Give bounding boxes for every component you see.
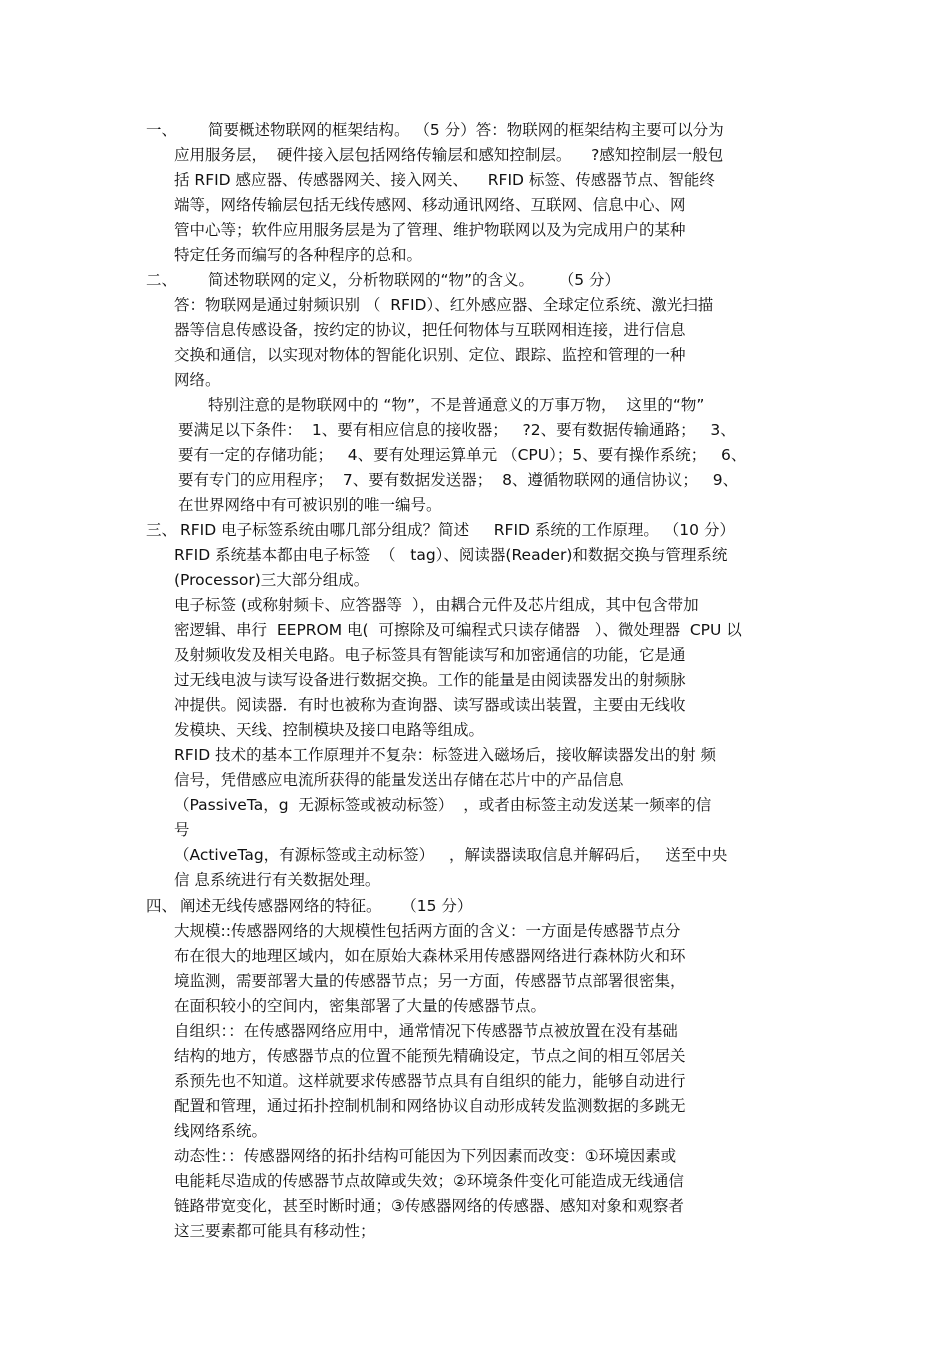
q2-line: 特别注意的是物联网中的 “物”，不是普通意义的万事万物， 这里的“物” [208,396,705,414]
q4-number: 四、 [146,897,178,915]
q4-line: 阐述无线传感器网络的特征。 （15 分） [180,897,473,915]
q2-line: 网络。 [174,371,221,389]
q3-line: 信 息系统进行有关数据处理。 [174,871,381,889]
q4-line: 大规模::传感器网络的大规模性包括两方面的含义：一方面是传感器节点分 [174,922,681,940]
q1-line: 管中心等；软件应用服务层是为了管理、维护物联网以及为完成用户的某种 [174,221,686,239]
q4-line: 动态性：：传感器网络的拓扑结构可能因为下列因素而改变：①环境因素或 [174,1147,677,1165]
q3-line: 过无线电波与读写设备进行数据交换。工作的能量是由阅读器发出的射频脉 [174,671,686,689]
q3-line: 电子标签 (或称射频卡、应答器等 ），由耦合元件及芯片组成，其中包含带加 [174,596,699,614]
q2-line: 交换和通信，以实现对物体的智能化识别、定位、跟踪、监控和管理的一种 [174,346,686,364]
q1-line: 特定任务而编写的各种程序的总和。 [174,246,423,264]
q2-line: 简述物联网的定义，分析物联网的“物”的含义。 （5 分） [208,271,620,289]
q3-line: 信号，凭借感应电流所获得的能量发送出存储在芯片中的产品信息 [174,771,624,789]
q2-line: 要有一定的存储功能； 4、要有处理运算单元 （CPU）；5、要有操作系统； 6、 [178,446,747,464]
q2-line: 器等信息传感设备，按约定的协议，把任何物体与互联网相连接，进行信息 [174,321,686,339]
q3-line: 及射频收发及相关电路。电子标签具有智能读写和加密通信的功能，它是通 [174,646,686,664]
q4-line: 电能耗尽造成的传感器节点故障或失效；②环境条件变化可能造成无线通信 [174,1172,684,1190]
q3-line: RFID 系统基本都由电子标签 （ tag）、阅读器(Reader)和数据交换与管理系统 [174,546,728,564]
q4-line: 配置和管理，通过拓扑控制机制和网络协议自动形成转发监测数据的多跳无 [174,1097,686,1115]
q4-line: 这三要素都可能具有移动性； [174,1222,376,1240]
q2-line: 在世界网络中有可被识别的唯一编号。 [178,496,442,514]
q4-line: 布在很大的地理区域内，如在原始大森林采用传感器网络进行森林防火和环 [174,947,686,965]
q1-number: 一、 [146,121,178,139]
q3-line: 号 [174,821,190,839]
q4-line: 境监测，需要部署大量的传感器节点；另一方面，传感器节点部署很密集， [174,972,686,990]
q4-line: 系预先也不知道。这样就要求传感器节点具有自组织的能力，能够自动进行 [174,1072,686,1090]
q3-line: RFID 技术的基本工作原理并不复杂：标签进入磁场后，接收解读器发出的射 频 [174,746,717,764]
q1-line: 端等，网络传输层包括无线传感网、移动通讯网络、互联网、信息中心、网 [174,196,686,214]
q1-line: 简要概述物联网的框架结构。 （5 分）答：物联网的框架结构主要可以分为 [208,121,724,139]
q4-line: 在面积较小的空间内，密集部署了大量的传感器节点。 [174,997,547,1015]
q4-line: 结构的地方，传感器节点的位置不能预先精确设定，节点之间的相互邻居关 [174,1047,686,1065]
q1-line: 括 RFID 感应器、传感器网关、接入网关、 RFID 标签、传感器节点、智能终 [174,171,715,189]
q1-line: 应用服务层， 硬件接入层包括网络传输层和感知控制层。 ?感知控制层一般包 [174,146,724,164]
q2-line: 要有专门的应用程序； 7、要有数据发送器； 8、遵循物联网的通信协议； 9、 [178,471,739,489]
q3-number: 三、 [146,521,178,539]
q4-line: 自组织：：在传感器网络应用中，通常情况下传感器节点被放置在没有基础 [174,1022,678,1040]
q4-line: 线网络系统。 [174,1122,268,1140]
q3-line: （ActiveTag，有源标签或主动标签） ，解读器读取信息并解码后， 送至中央 [174,846,728,864]
q3-line: 密逻辑、串行 EEPROM 电( 可擦除及可编程式只读存储器 ）、微处理器 CPU 以 [174,621,742,639]
q3-line: （PassiveTa，g 无源标签或被动标签） ，或者由标签主动发送某一频率的信 [174,796,712,814]
q3-line: 发模块、天线、控制模块及接口电路等组成。 [174,721,485,739]
q4-line: 链路带宽变化，甚至时断时通；③传感器网络的传感器、感知对象和观察者 [174,1197,684,1215]
q3-line: 冲提供。阅读器．有时也被称为查询器、读写器或读出装置，主要由无线收 [174,696,686,714]
q2-number: 二、 [146,271,178,289]
q3-line: RFID 电子标签系统由哪几部分组成？简述 RFID 系统的工作原理。 （10 分） [180,521,735,539]
q3-line: (Processor)三大部分组成。 [174,571,370,589]
q2-line: 要满足以下条件： 1、要有相应信息的接收器； ?2、要有数据传输通路； 3、 [178,421,736,439]
q2-line: 答：物联网是通过射频识别 （ RFID）、红外感应器、全球定位系统、激光扫描 [174,296,714,314]
